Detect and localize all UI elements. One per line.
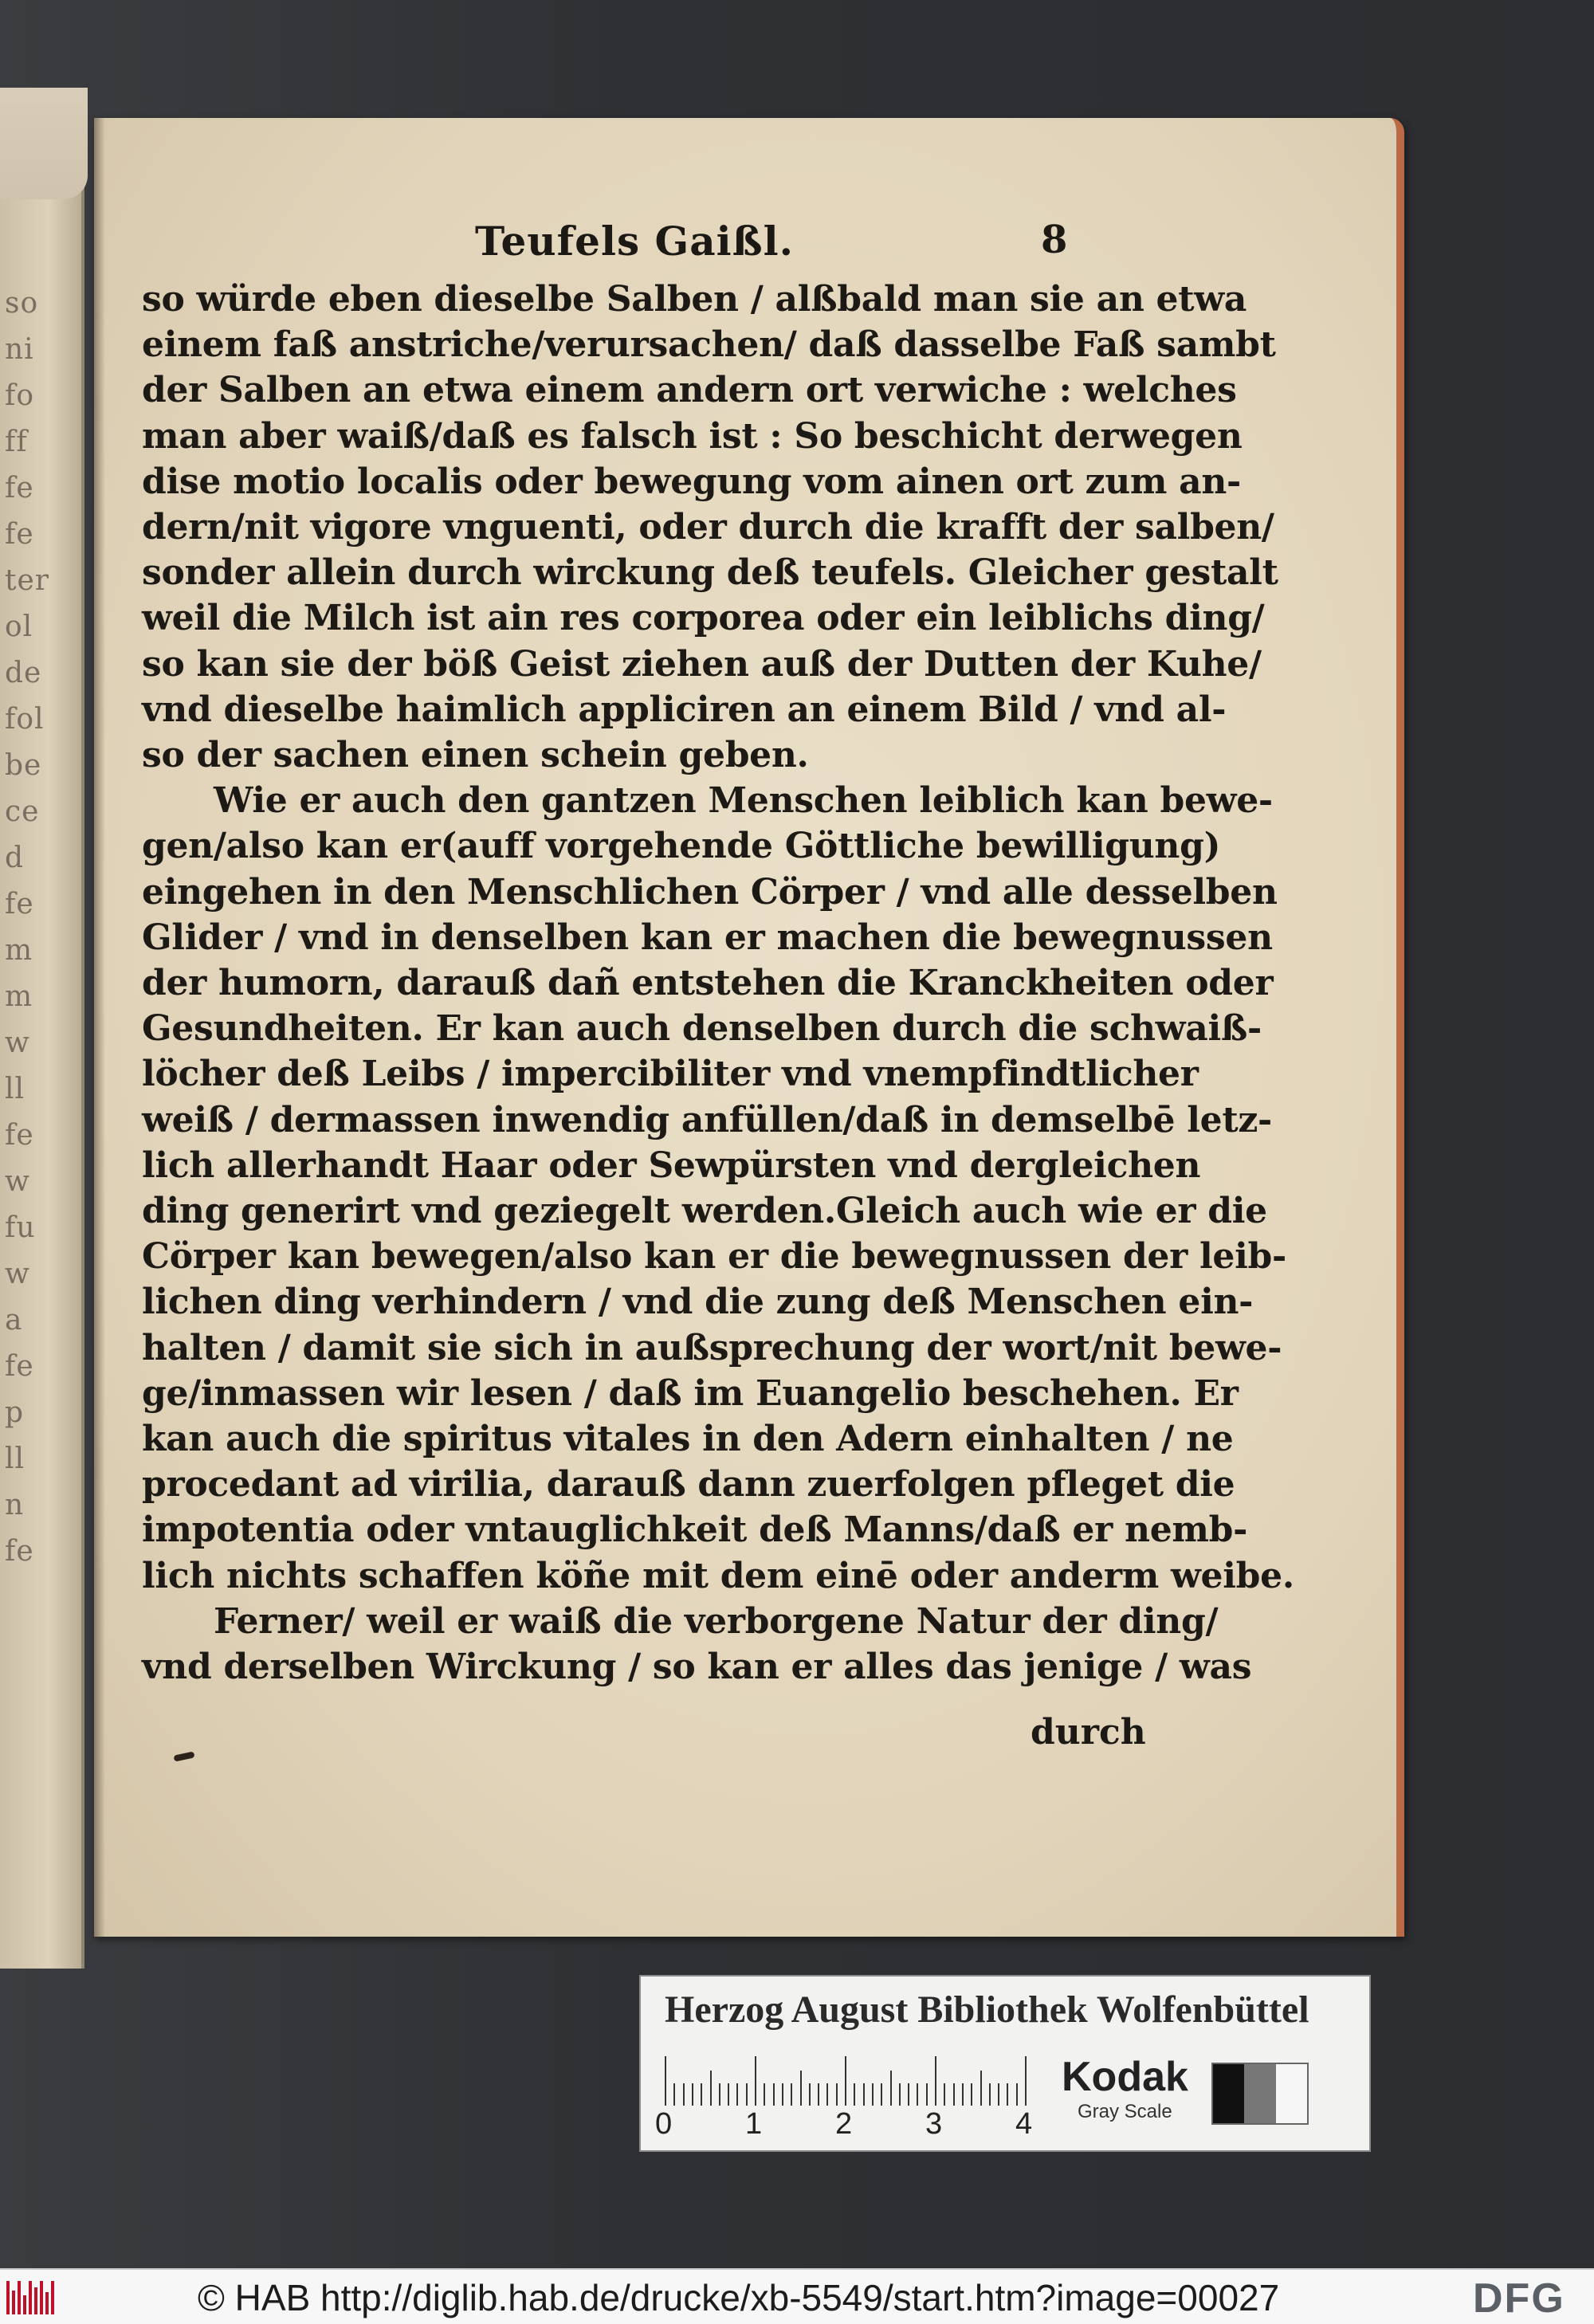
text-line: Gesundheiten. Er kan auch denselben durch die schwaiß- (142, 1008, 1262, 1050)
hab-barcode-icon (6, 2281, 65, 2314)
text-line: Ferner/ weil er waiß die verborgene Natur der ding/ (214, 1600, 1219, 1642)
prev-page-fragment: de (5, 657, 42, 689)
previous-page-corner (0, 88, 88, 199)
ruler-tick (953, 2083, 955, 2106)
ruler-tick (736, 2083, 738, 2106)
text-line: dise motio localis oder bewegung vom ainen ort zum an- (142, 461, 1242, 502)
prev-page-fragment: m (5, 934, 33, 967)
book-page (94, 118, 1404, 1937)
library-name: Herzog August Bibliothek Wolfenbüttel (665, 1988, 1309, 2031)
text-line: lich nichts schaffen köñe mit dem einē oder anderm weibe. (142, 1555, 1294, 1596)
ruler-number: 2 (835, 2107, 853, 2141)
text-line: procedant ad virilia, darauß dann zuerfolgen pfleget die (142, 1464, 1235, 1505)
prev-page-fragment: d (5, 842, 25, 874)
text-line: Cörper kan bewegen/also kan er die bewegnussen der leib- (142, 1236, 1286, 1278)
ink-mark (173, 1751, 194, 1761)
previous-page-fragments (5, 287, 75, 1581)
ruler-number: 1 (745, 2107, 763, 2141)
prev-page-fragment: fol (5, 703, 45, 736)
scale-card (639, 1975, 1371, 2152)
gray-scale-patches (1211, 2063, 1309, 2125)
ruler-tick (881, 2083, 882, 2106)
ruler-tick (1025, 2056, 1027, 2106)
footer-bar (0, 2268, 1594, 2324)
ruler-tick (809, 2083, 811, 2106)
text-line: ge/inmassen wir lesen / daß im Euangelio beschehen. Er (142, 1372, 1239, 1414)
ruler-tick (962, 2083, 964, 2106)
ruler-number: 4 (1015, 2107, 1033, 2141)
prev-page-fragment: ff (5, 426, 28, 458)
ruler-tick (971, 2083, 972, 2106)
ruler-tick (944, 2083, 945, 2106)
prev-page-fragment: ol (5, 610, 33, 643)
gray-scale-label: Gray Scale (1078, 2101, 1172, 2122)
ruler-tick (818, 2083, 819, 2106)
text-line: eingehen in den Menschlichen Cörper / vnd alle desselben (142, 871, 1278, 913)
ruler-tick (692, 2083, 693, 2106)
ruler-tick (746, 2083, 748, 2106)
prev-page-fragment: fe (5, 472, 34, 504)
prev-page-fragment: fe (5, 518, 34, 551)
ruler-tick (665, 2056, 666, 2106)
page-header (94, 218, 1396, 273)
ruler-tick (773, 2083, 775, 2106)
prev-page-fragment: w (5, 1165, 30, 1198)
text-line: so würde eben dieselbe Salben / alßbald man sie an etwa (142, 279, 1247, 320)
text-line: vnd dieselbe haimlich appliciren an einem Bild / vnd al- (142, 689, 1227, 730)
ruler-tick (701, 2083, 702, 2106)
prev-page-fragment: ni (5, 333, 34, 366)
prev-page-fragment: fu (5, 1211, 36, 1244)
ruler-tick (908, 2083, 909, 2106)
kodak-logo: Kodak (1062, 2054, 1188, 2100)
ruler-tick (710, 2071, 712, 2106)
ruler-tick (764, 2083, 765, 2106)
text-line: lichen ding verhindern / vnd die zung deß Menschen ein- (142, 1282, 1254, 1323)
ruler-number: 3 (925, 2107, 943, 2141)
text-line: halten / damit sie sich in außsprechung der wort/nit bewe- (142, 1327, 1282, 1368)
ruler-tick (854, 2083, 855, 2106)
text-line: ding generirt vnd geziegelt werden.Gleich auch wie er die (142, 1191, 1267, 1231)
ruler-tick (728, 2083, 729, 2106)
ruler-tick (782, 2083, 783, 2106)
text-line: weiß / dermassen inwendig anfüllen/daß in demselbē letz- (142, 1099, 1273, 1140)
catchword: durch (1031, 1712, 1146, 1753)
running-head: Teufels Gaißl. (475, 218, 794, 265)
text-line: vnd derselben Wirckung / so kan er alles das jenige / was (142, 1647, 1252, 1687)
ruler-scale (665, 2056, 1039, 2106)
text-line: dern/nit vigore vnguenti, oder durch die krafft der salben/ (142, 507, 1274, 548)
ruler-tick (845, 2056, 846, 2106)
ruler-number: 0 (655, 2107, 673, 2141)
ruler-tick (989, 2083, 991, 2106)
ruler-tick (836, 2083, 838, 2106)
ruler-tick (719, 2083, 720, 2106)
ruler-tick (998, 2083, 999, 2106)
prev-page-fragment: fe (5, 1535, 34, 1568)
prev-page-fragment: n (5, 1489, 25, 1521)
page-number: 8 (1041, 218, 1068, 262)
ruler-tick (872, 2083, 874, 2106)
text-line: lich allerhandt Haar oder Sewpürsten vnd dergleichen (142, 1144, 1201, 1186)
gutter-shadow (94, 118, 105, 1937)
ruler-tick (673, 2083, 675, 2106)
ruler-tick (890, 2071, 892, 2106)
text-line: so der sachen einen schein geben. (142, 735, 809, 775)
text-line: Wie er auch den gantzen Menschen leiblich kan bewe- (214, 780, 1273, 822)
prev-page-fragment: fe (5, 888, 34, 921)
prev-page-fragment: ter (5, 564, 49, 597)
prev-page-fragment: ce (5, 795, 40, 828)
prev-page-fragment: fo (5, 379, 34, 412)
prev-page-fragment: ll (5, 1443, 26, 1475)
ruler-tick (800, 2071, 802, 2106)
text-line: so kan sie der böß Geist ziehen auß der Dutten der Kuhe/ (142, 643, 1262, 685)
text-line: Glider / vnd in denselben kan er machen die bewegnussen (142, 917, 1273, 958)
dfg-logo: DFG (1473, 2275, 1565, 2322)
previous-page-edge (0, 88, 84, 1969)
ruler-tick (926, 2083, 928, 2106)
prev-page-fragment: be (5, 749, 42, 782)
ruler-tick (980, 2071, 982, 2106)
ruler-tick (683, 2083, 685, 2106)
prev-page-fragment: p (5, 1396, 25, 1429)
text-line: impotentia oder vntauglichkeit deß Manns/daß er nemb- (142, 1509, 1248, 1551)
ruler-tick (863, 2083, 865, 2106)
ruler-tick (791, 2083, 792, 2106)
ruler-tick (1007, 2083, 1008, 2106)
ruler-tick (917, 2083, 918, 2106)
gray-patch (1276, 2064, 1307, 2123)
text-line: weil die Milch ist ain res corporea oder ein leiblichs ding/ (142, 598, 1265, 639)
prev-page-fragment: so (5, 287, 39, 320)
prev-page-fragment: w (5, 1258, 30, 1290)
ruler-tick (1016, 2083, 1018, 2106)
text-line: kan auch die spiritus vitales in den Adern einhalten / ne (142, 1419, 1234, 1459)
text-line: einem faß anstriche/verursachen/ daß dasselbe Faß sambt (142, 324, 1276, 366)
ruler-tick (899, 2083, 901, 2106)
prev-page-fragment: a (5, 1304, 23, 1337)
prev-page-fragment: m (5, 980, 33, 1013)
ruler-tick (935, 2056, 936, 2106)
text-line: man aber waiß/daß es falsch ist : So beschicht derwegen (142, 415, 1243, 457)
prev-page-fragment: fe (5, 1350, 34, 1383)
prev-page-fragment: ll (5, 1073, 26, 1105)
gray-patch (1213, 2064, 1244, 2123)
text-line: sonder allein durch wirckung deß teufels. Gleicher gestalt (142, 552, 1278, 594)
prev-page-fragment: w (5, 1027, 30, 1059)
copyright-url[interactable]: © HAB http://diglib.hab.de/drucke/xb-5549/start.htm?image=00027 (198, 2277, 1280, 2318)
ruler-tick (826, 2083, 828, 2106)
text-line: der Salben an etwa einem andern ort verwiche : welches (142, 370, 1237, 411)
prev-page-fragment: fe (5, 1119, 34, 1152)
gray-patch (1244, 2064, 1275, 2123)
ruler-tick (755, 2056, 756, 2106)
text-line: löcher deß Leibs / impercibiliter vnd vnempfindtlicher (142, 1054, 1199, 1095)
text-line: der humorn, darauß dañ entstehen die Kranckheiten oder (142, 963, 1274, 1003)
ruler-numbers (655, 2107, 1054, 2142)
text-line: gen/also kan er(auff vorgehende Göttliche bewilligung) (142, 826, 1221, 867)
